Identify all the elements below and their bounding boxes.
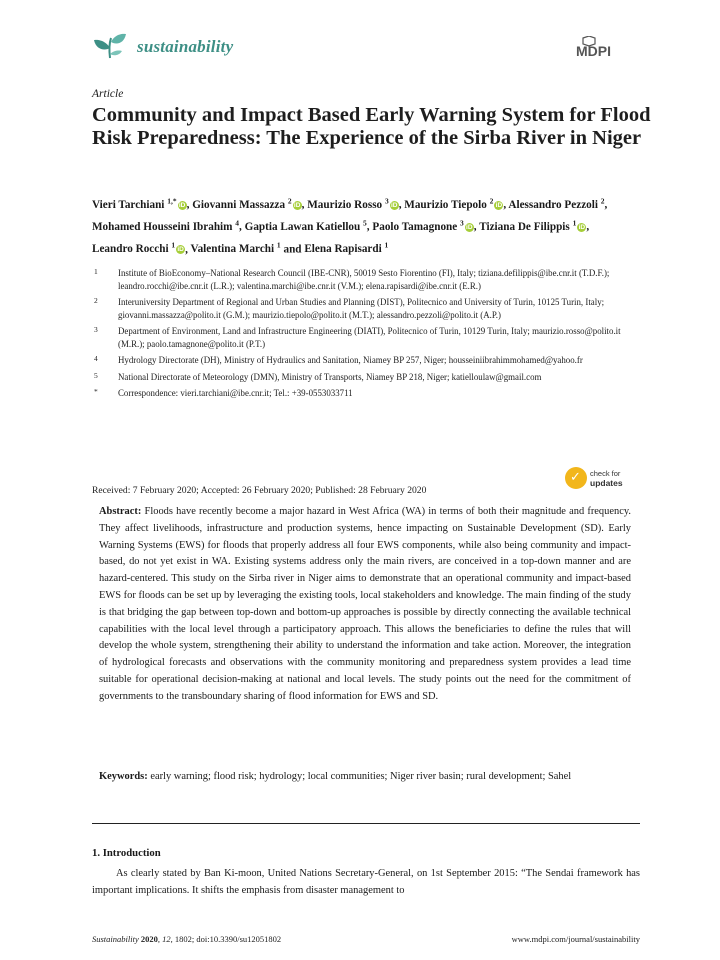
author-affiliation-mark: 1	[572, 218, 577, 228]
author-name: Maurizio Tiepolo $^2$iD	[404, 196, 503, 211]
publisher-name: MDPI	[576, 43, 611, 59]
affiliation-number: *	[94, 386, 98, 396]
abstract-text: Floods have recently become a major hazard in West Africa (WA) in terms of both their magnitude and frequency. They affect livelihoods, infrastructure and production systems, hence impacting on Sustainable Development (SD). Early Warning Systems (EWS) for floods that properly address all four EWS components, while also being community and impact-based, do not yet exist in WA. Existing systems address only the main rivers, are conceived in a top-down manner and are hazard-centered. This study on the Sirba river in Niger aims to demonstrate that an operational community and impact-based EWS for floods can be set up by leveraging the existing tools, local stakeholders and knowledge. The main finding of the study is that bridging the gap between top-down and bottom-up approaches is possible by directly connecting the available technical capabilities with the local level through a participatory approach. This allows the beneficiaries to define the rules that will develop the whole system, strengthening their ability to understand the information and take action. Moreover, the integration of hydrological forecasts and observations with the community monitoring and preparedness system provides a lead time suitable for operational decision-making at national and local levels. The study points out the need for the commitment of governments to the transboundary sharing of flood information for EWS and SD.	[99, 506, 632, 702]
orcid-icon[interactable]: iD	[293, 201, 301, 209]
orcid-icon[interactable]: iD	[390, 201, 398, 209]
affiliation-item	[92, 325, 640, 351]
check-badge-line2: updates	[590, 478, 623, 488]
orcid-icon[interactable]: iD	[178, 201, 186, 209]
checkmark-icon: ✓	[570, 470, 581, 485]
affiliation-number: 5	[94, 370, 98, 380]
author-affiliation-mark: 5	[363, 218, 367, 228]
affiliation-number: 2	[94, 296, 98, 306]
keywords-label: Keywords:	[99, 771, 148, 782]
author-name: Giovanni Massazza $^2$iD	[192, 196, 301, 211]
author-affiliation-mark: 1,*	[167, 196, 177, 205]
author-name: Paolo Tamagnone $^3$iD	[372, 218, 473, 234]
orcid-icon[interactable]: iD	[495, 201, 503, 209]
paper-title: Community and Impact Based Early Warning System for Flood Risk Preparedness: The Experience of the Sirba River in Niger	[92, 104, 651, 149]
abstract-label: Abstract:	[99, 506, 142, 517]
affiliation-text: Institute of BioEconomy–National Research Council (IBE-CNR), 50019 Sesto Fiorentino (FI), Italy; tiziana.defilippis@ibe.cnr.it (T.D.F.); leandro.rocchi@ibe.cnr.it (L.R.); valentina.marchi@ibe.cnr.it (V.M.); elena.rapisardi@ibe.cnr.it (E.R.)	[118, 268, 610, 291]
author-name: Valentina Marchi $^1$	[190, 240, 281, 256]
affiliation-text: Department of Environment, Land and Infrastructure Engineering (DIATI), Politecnico of Turin, 10129 Turin, Italy; maurizio.rosso@polito.it (M.R.); paolo.tamagnone@polito.it (P.T.)	[118, 326, 621, 349]
author-affiliation-mark: 2	[489, 196, 494, 205]
footer-url[interactable]: www.mdpi.com/journal/sustainability	[511, 934, 640, 944]
check-badge-line1: check for	[590, 469, 621, 478]
author-affiliation-mark: 2	[600, 196, 605, 205]
keywords	[99, 769, 631, 786]
author-affiliation-mark: 2	[287, 196, 292, 205]
journal-logo-icon	[92, 30, 128, 60]
check-for-updates-badge[interactable]	[565, 467, 635, 493]
author-name: Tiziana De Filippis $^1$iD	[479, 218, 586, 234]
publisher-logo	[575, 36, 641, 60]
author-affiliation-mark: 1	[384, 240, 389, 250]
publication-dates: Received: 7 February 2020; Accepted: 26 February 2020; Published: 28 February 2020	[92, 485, 427, 496]
intro-paragraph: As clearly stated by Ban Ki-moon, United Nations Secretary-General, on 1st September 2015: “The Sendai framework has important implications. It shifts the emphasis from disaster management to	[92, 868, 640, 896]
affiliation-text: Interuniversity Department of Regional and Urban Studies and Planning (DIST), Politecnico and University of Turin, 10125 Turin, Italy; giovanni.massazza@polito.it (G.M.); maurizio.tiepolo@polito.it (M.T.); alessandro.pezzoli@polito.it (A.P.)	[118, 297, 605, 320]
affiliation-text: Hydrology Directorate (DH), Ministry of Hydraulics and Sanitation, Niamey BP 257, Niger; housseiniibrahimmohamed@yahoo.fr	[118, 355, 583, 366]
orcid-icon[interactable]: iD	[177, 246, 184, 254]
footer-citation: Sustainability 2020, 12, 1802; doi:10.3390/su12051802	[92, 934, 282, 944]
journal-name: sustainability	[137, 37, 234, 56]
affiliation-number: 1	[94, 267, 98, 276]
author-affiliation-mark: 3	[384, 196, 389, 205]
section-divider	[92, 823, 640, 824]
author-name: Gaptia Lawan Katiellou $^5$	[244, 218, 367, 234]
author-affiliation-mark: 3	[460, 218, 464, 228]
affiliation-text: National Directorate of Meteorology (DMN), Ministry of Transports, Niamey BP 218, Niger; katielloulaw@gmail.com	[118, 371, 542, 382]
affiliation-number: 3	[94, 325, 98, 335]
affiliation-item	[92, 267, 640, 293]
author-affiliation-mark: 1	[276, 240, 281, 250]
author-name: Alessandro Pezzoli $^2$	[508, 196, 605, 211]
author-list: Vieri Tarchiani $^{1,*}$iD, Giovanni Massazza $^2$iD, Maurizio Rosso $^3$iD, Maurizio Tiepolo $^2$iD, Alessandro Pezzoli $^2$, Mohamed Housseini Ibrahim $^4$, Gaptia Lawan Katiellou $^5$, Paolo Tamagnone $^3$iD, Tiziana De Filippis $^1$iD, Leandro Rocchi $^1$iD, Valentina Marchi $^1$ and Elena Rapisardi $^1$	[92, 196, 608, 256]
affiliation-text: Correspondence: vieri.tarchiani@ibe.cnr.it; Tel.: +39-0553033711	[118, 387, 353, 398]
author-name: Mohamed Housseini Ibrahim $^4$	[92, 218, 240, 234]
affiliation-list	[92, 267, 640, 403]
page-header	[0, 0, 720, 80]
affiliation-item	[92, 296, 640, 322]
author-name: Elena Rapisardi $^1$	[304, 240, 389, 256]
author-affiliation-mark: 4	[235, 218, 240, 228]
affiliation-item	[92, 387, 640, 400]
article-type: Article	[92, 88, 124, 100]
section-title: 1. Introduction	[92, 847, 161, 859]
author-name: Leandro Rocchi $^1$iD	[92, 240, 184, 256]
keywords-text: early warning; flood risk; hydrology; local communities; Niger river basin; rural development; Sahel	[150, 771, 572, 782]
author-affiliation-mark: 1	[171, 240, 176, 250]
orcid-icon[interactable]: iD	[578, 224, 586, 232]
affiliation-number: 4	[94, 354, 98, 364]
author-name: Maurizio Rosso $^3$iD	[307, 196, 398, 211]
abstract	[99, 504, 631, 706]
affiliation-item	[92, 371, 640, 384]
author-name: Vieri Tarchiani $^{1,*}$iD	[92, 196, 186, 211]
orcid-icon[interactable]: iD	[466, 224, 473, 232]
affiliation-item	[92, 354, 640, 367]
